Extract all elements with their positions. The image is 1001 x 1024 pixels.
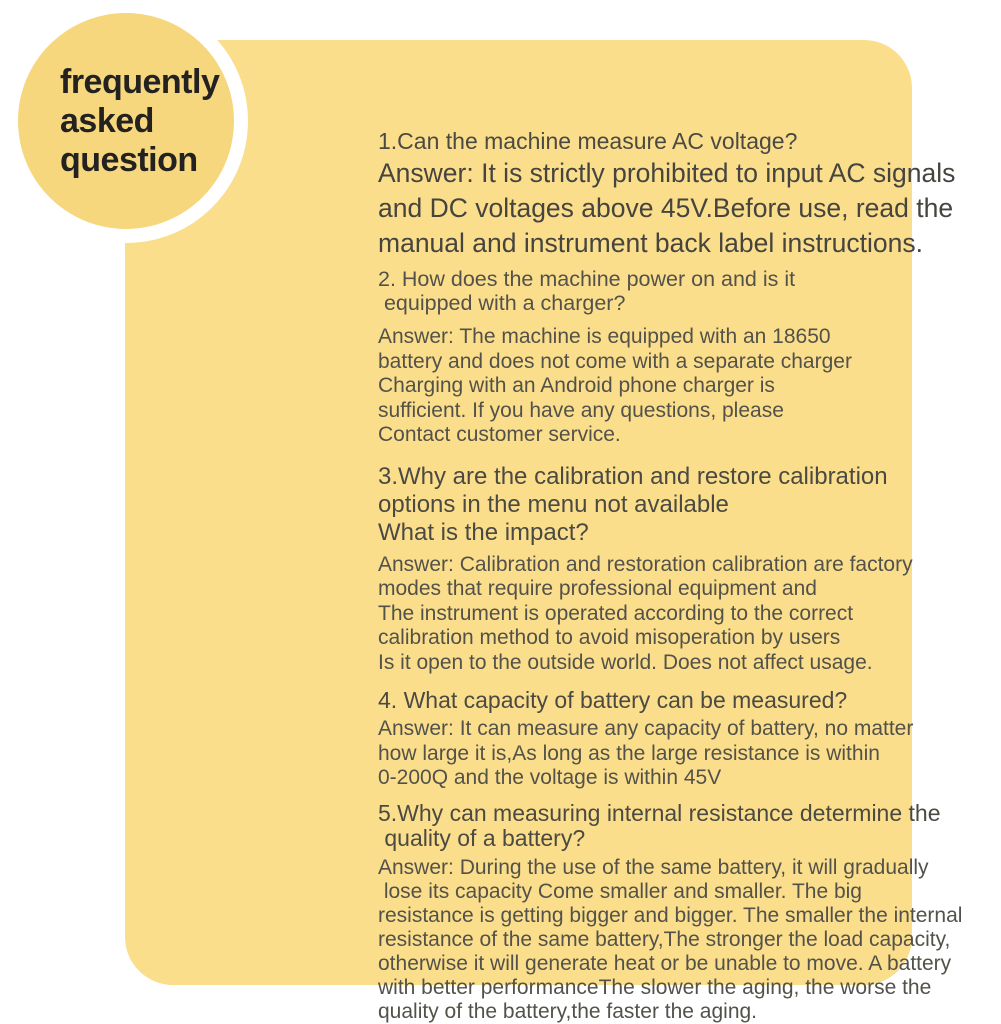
- question-line: 3.Why are the calibration and restore calibration: [378, 462, 888, 490]
- answer-line: Answer: During the use of the same battery, it will gradually: [378, 855, 929, 879]
- answer-line: Answer: The machine is equipped with an 18650: [378, 325, 831, 348]
- question-line: equipped with a charger?: [378, 291, 626, 315]
- answer-line: Is it open to the outside world. Does not affect usage.: [378, 650, 873, 674]
- question-line: options in the menu not available: [378, 490, 729, 518]
- faq-section: [378, 267, 1001, 448]
- answer-line: resistance is getting bigger and bigger. The smaller the internal: [378, 903, 963, 927]
- faq-badge: [18, 13, 234, 229]
- badge-line: frequently: [60, 62, 220, 101]
- faq-question: [378, 687, 1001, 714]
- question-line: What is the impact?: [378, 518, 589, 546]
- faq-question: [378, 126, 1001, 156]
- faq-section: [378, 687, 1001, 791]
- question-line: quality of a battery?: [378, 825, 586, 851]
- faq-answer: [378, 325, 1001, 448]
- question-line: 4. What capacity of battery can be measured?: [378, 687, 848, 713]
- faq-panel: [125, 40, 963, 1023]
- answer-line: and DC voltages above 45V.Before use, read the: [378, 193, 954, 223]
- faq-answer: [378, 717, 1001, 791]
- faq-question: [378, 801, 1001, 852]
- question-line: 2. How does the machine power on and is it: [378, 267, 796, 291]
- answer-line: Answer: It is strictly prohibited to input AC signals: [378, 158, 956, 188]
- answer-line: lose its capacity Come smaller and smaller. The big: [378, 879, 862, 903]
- answer-line: quality of the battery,the faster the aging.: [378, 999, 758, 1023]
- faq-answer: [378, 856, 1001, 1024]
- answer-line: calibration method to avoid misoperation by users: [378, 626, 841, 649]
- faq-list: [378, 126, 1001, 1024]
- faq-section: [378, 126, 1001, 261]
- answer-line: with better performanceThe slower the aging, the worse the: [378, 975, 932, 999]
- faq-section: [378, 463, 1001, 676]
- answer-line: manual and instrument back label instructions.: [378, 228, 924, 258]
- faq-question: [378, 463, 1001, 547]
- answer-line: 0-200Q and the voltage is within 45V: [378, 766, 722, 789]
- faq-answer: [378, 156, 1001, 261]
- answer-line: Charging with an Android phone charger is: [378, 374, 775, 397]
- faq-question: [378, 267, 1001, 315]
- answer-line: The instrument is operated according to the correct: [378, 601, 854, 625]
- answer-line: otherwise it will generate heat or be unable to move. A battery: [378, 951, 952, 975]
- answer-line: modes that require professional equipment and: [378, 577, 817, 600]
- answer-line: Answer: It can measure any capacity of battery, no matter: [378, 717, 914, 740]
- badge-line: question: [60, 140, 198, 179]
- question-line: 5.Why can measuring internal resistance determine the: [378, 799, 941, 826]
- answer-line: sufficient. If you have any questions, please: [378, 398, 784, 422]
- answer-line: Contact customer service.: [378, 423, 621, 446]
- faq-section: [378, 801, 1001, 1024]
- answer-line: battery and does not come with a separate charger: [378, 349, 852, 373]
- answer-line: resistance of the same battery,The stronger the load capacity,: [378, 927, 951, 951]
- answer-line: Answer: Calibration and restoration calibration are factory: [378, 552, 913, 576]
- badge-line: asked: [60, 101, 154, 140]
- answer-line: how large it is,As long as the large resistance is within: [378, 741, 880, 765]
- faq-answer: [378, 553, 1001, 676]
- question-line: 1.Can the machine measure AC voltage?: [378, 128, 798, 154]
